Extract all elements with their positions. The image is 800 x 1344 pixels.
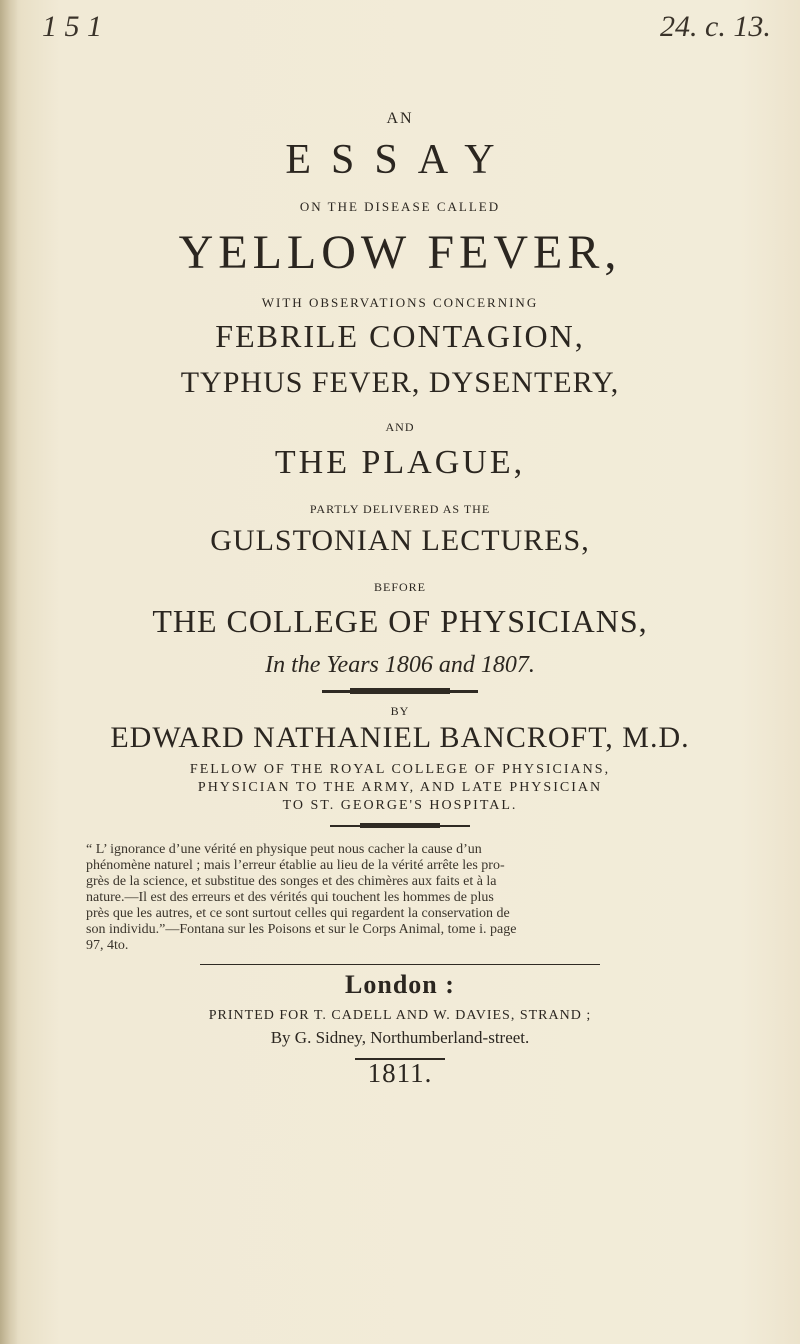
- byline-by: BY: [390, 704, 410, 718]
- title-essay: ESSAY: [285, 137, 515, 183]
- subtitle-and: AND: [385, 420, 415, 434]
- author-credential-1: FELLOW OF THE ROYAL COLLEGE OF PHYSICIANS,: [189, 762, 611, 777]
- title-an: AN: [386, 110, 414, 127]
- author-credential-2: PHYSICIAN TO THE ARMY, AND LATE PHYSICIAN: [197, 780, 603, 795]
- handwritten-mark-left: 1 5 1: [42, 10, 102, 43]
- quote-line: son individu.”—Fontana sur les Poisons et sur le Corps Animal, tome i. page: [86, 922, 517, 937]
- quote-line: phénomène naturel ; mais l’erreur établie au lieu de la vérité arrête les pro-: [86, 858, 505, 873]
- title-yellow-fever: YELLOW FEVER,: [178, 226, 622, 279]
- imprint-london: London :: [345, 970, 455, 999]
- title-gulstonian-lectures: GULSTONIAN LECTURES,: [210, 524, 590, 557]
- ornamental-rule-center: [350, 688, 450, 694]
- title-years: In the Years 1806 and 1807.: [265, 652, 535, 678]
- quote-line: 97, 4to.: [86, 938, 129, 953]
- handwritten-shelfmark: 24. c. 13.: [660, 10, 771, 43]
- subtitle-on-the-disease: ON THE DISEASE CALLED: [299, 199, 501, 214]
- title-febrile-contagion: FEBRILE CONTAGION,: [215, 318, 585, 354]
- subtitle-partly-delivered: PARTLY DELIVERED AS THE: [309, 502, 491, 516]
- subtitle-before: BEFORE: [373, 580, 426, 594]
- author-credential-3: TO ST. GEORGE'S HOSPITAL.: [282, 798, 518, 813]
- imprint-printer: By G. Sidney, Northumberland-street.: [270, 1028, 530, 1047]
- author-name: EDWARD NATHANIEL BANCROFT, M.D.: [110, 721, 690, 754]
- epigraph-quote: [86, 842, 726, 954]
- ornamental-rule-2-center: [360, 823, 440, 828]
- title-typhus-dysentery: TYPHUS FEVER, DYSENTERY,: [180, 366, 620, 399]
- imprint-rule: [200, 964, 600, 965]
- quote-line: près que les autres, et ce sont surtout celles qui regardent la conservation de: [86, 906, 510, 921]
- quote-line: grès de la science, et substitue des songes et des chimères aux faits et à la: [86, 874, 497, 889]
- subtitle-with-observations: WITH OBSERVATIONS CONCERNING: [261, 295, 539, 310]
- imprint-year: 1811.: [367, 1058, 433, 1088]
- title-the-plague: THE PLAGUE,: [274, 444, 526, 481]
- quote-line: nature.—Il est des erreurs et des vérités qui touchent les hommes de plus: [86, 890, 494, 905]
- quote-line: “ L’ ignorance d’une vérité en physique peut nous cacher la cause d’un: [86, 842, 482, 857]
- imprint-printed-for: PRINTED FOR T. CADELL AND W. DAVIES, STRAND ;: [208, 1008, 592, 1023]
- title-college-of-physicians: THE COLLEGE OF PHYSICIANS,: [152, 603, 648, 639]
